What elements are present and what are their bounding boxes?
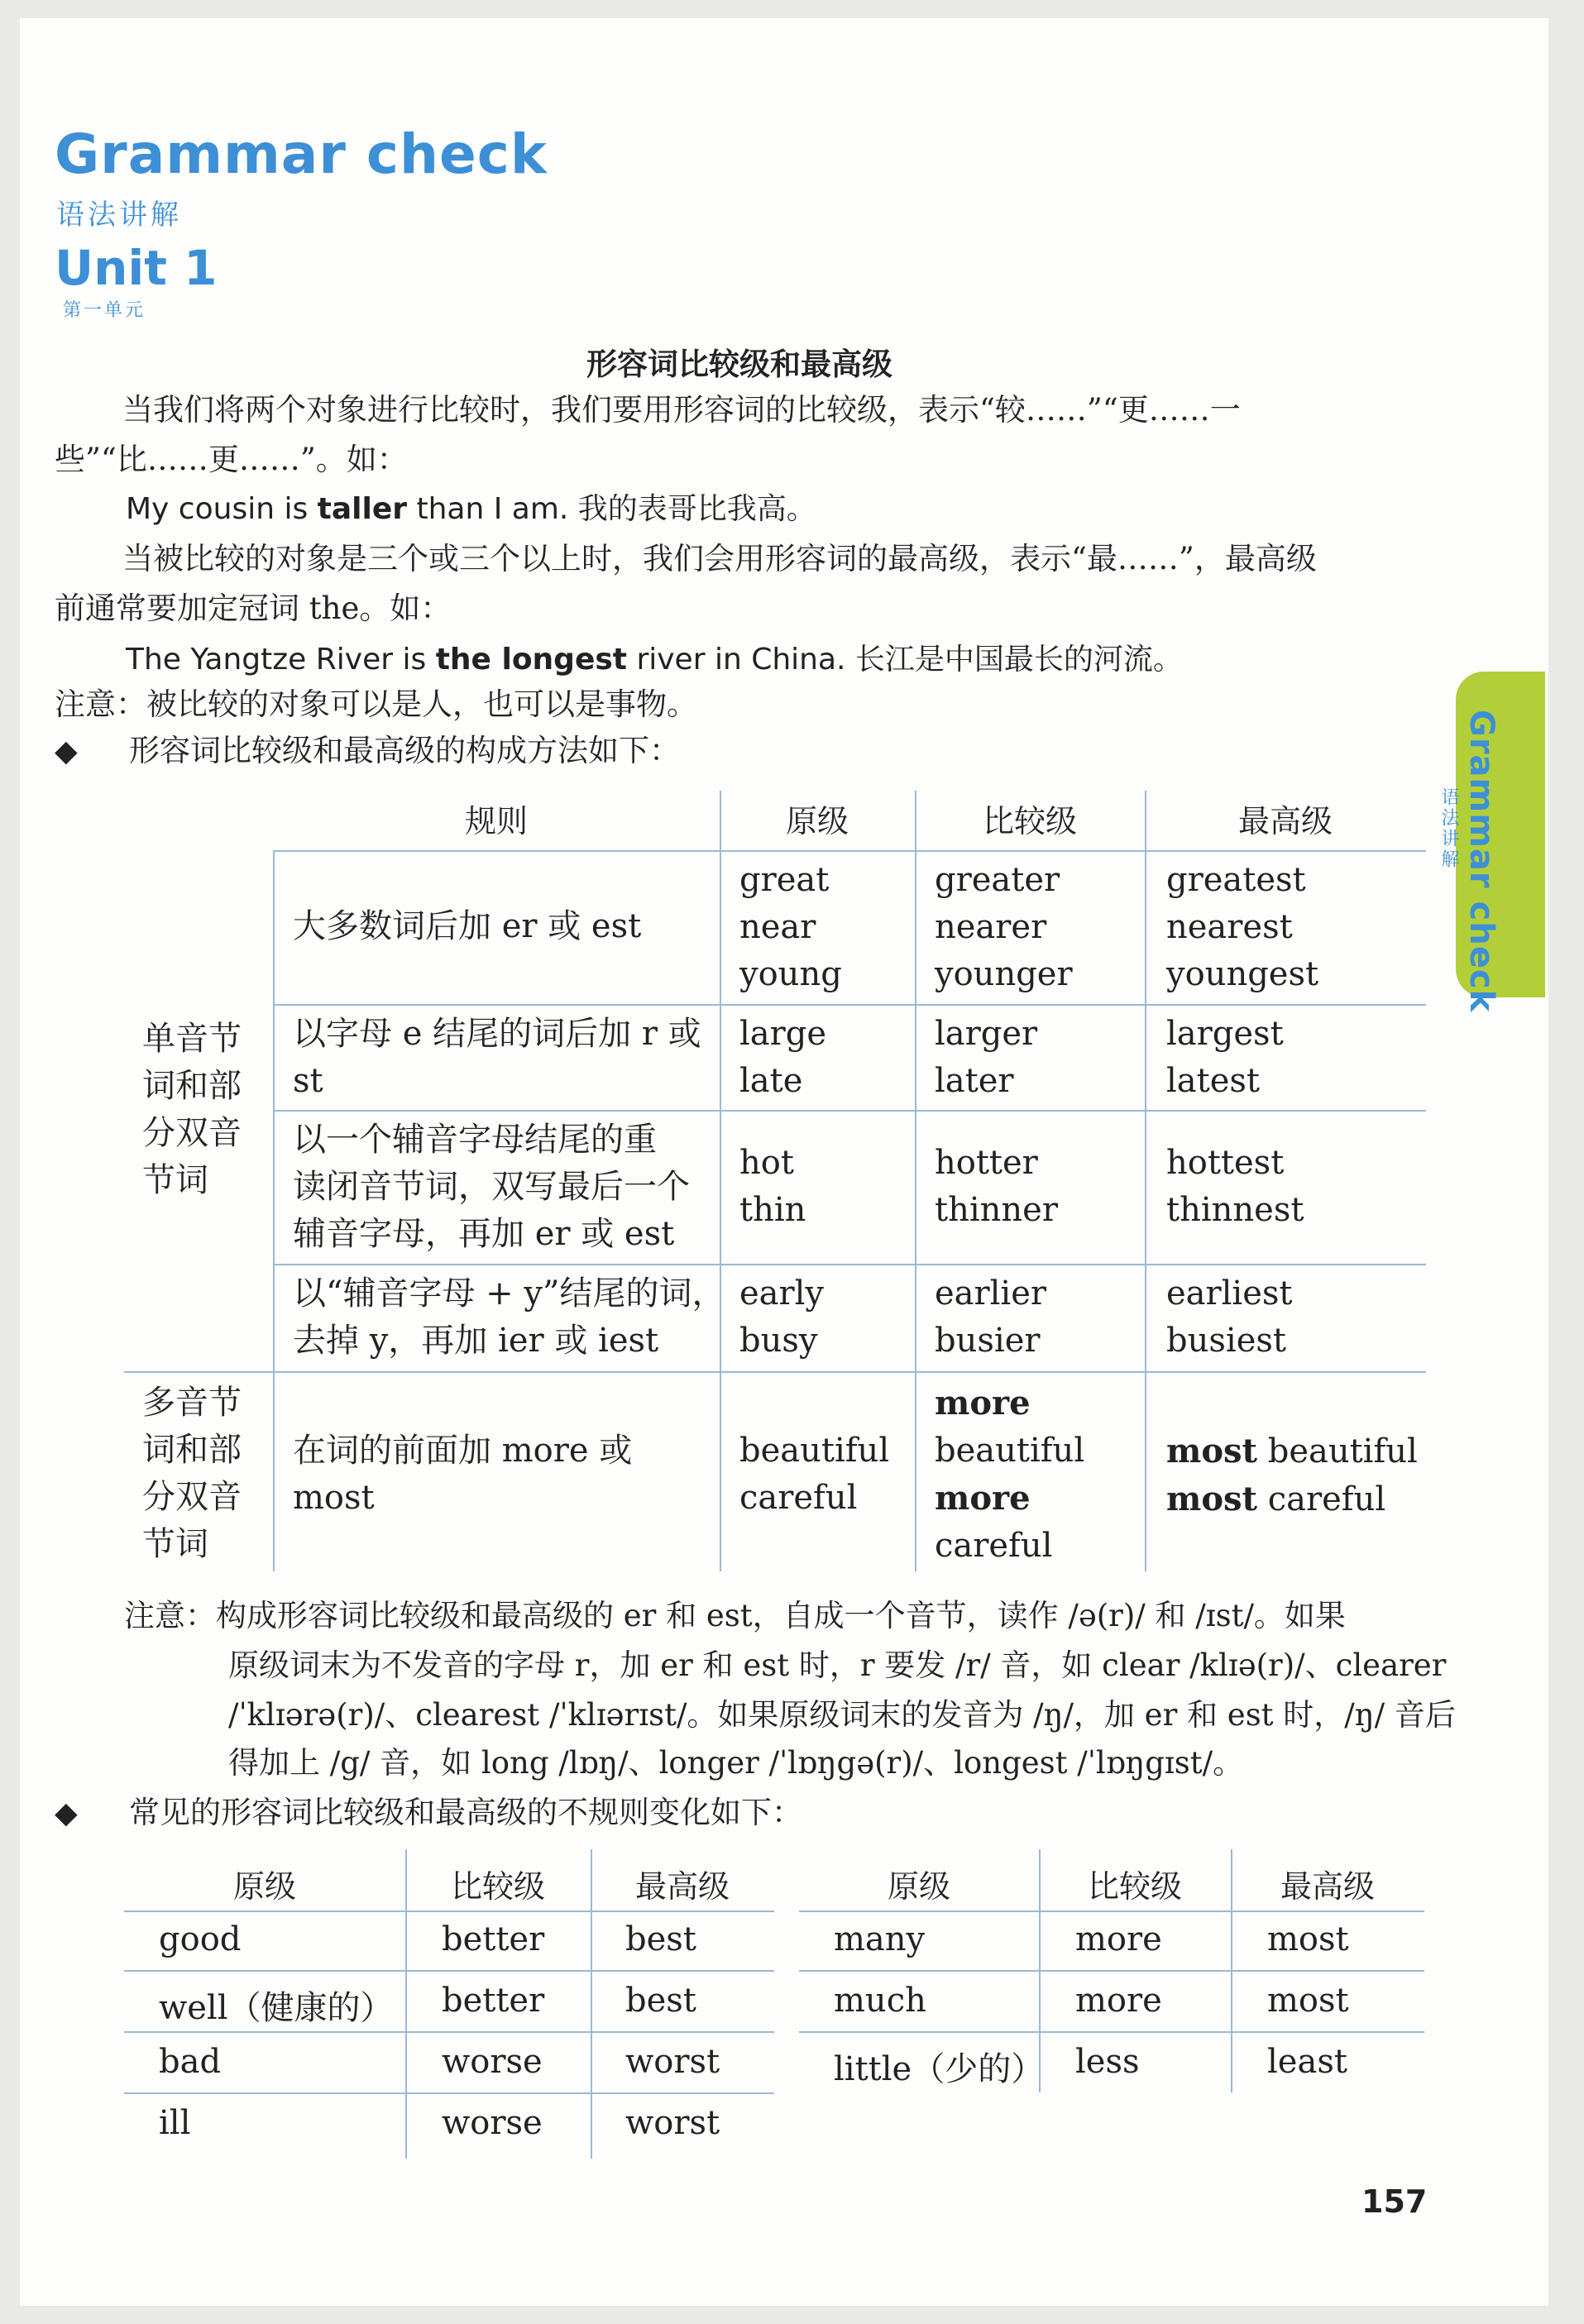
irr-left-row-2-sup: best — [625, 1982, 696, 2020]
group-label-line: 节词 — [142, 1525, 208, 1563]
row-4-comparative — [935, 1270, 1046, 1365]
group-label-line: 节词 — [142, 1161, 208, 1199]
example-2-bold: the longest — [435, 643, 627, 677]
rule-line: 去掉 y，再加 ier 或 iest — [293, 1322, 659, 1360]
table-line — [273, 1264, 1426, 1265]
irr-header-comparative: 比较级 — [1087, 1868, 1182, 1905]
rule-line: 以一个辅音字母结尾的重 — [293, 1121, 657, 1159]
irr-left-row-2-base: well（健康的） — [159, 1989, 394, 2027]
irr-right-row-1-base: many — [834, 1920, 926, 1958]
irr-header-superlative: 最高级 — [1280, 1868, 1375, 1905]
example-2-pre: The Yangtze River is — [126, 643, 436, 677]
row-1-rule: 大多数词后加 er 或 est — [293, 907, 642, 945]
irr-left-row-4-base: ill — [159, 2104, 191, 2142]
word: earliest — [1166, 1274, 1293, 1313]
header-base: 原级 — [785, 803, 849, 839]
word: beautiful — [1257, 1432, 1418, 1470]
irr-right-row-3-comp: less — [1075, 2043, 1140, 2081]
group-2-label — [142, 1380, 242, 1568]
paragraph-2-line-2: 前通常要加定冠词 the。如： — [55, 591, 452, 626]
bullet-diamond-icon: ◆ — [55, 1796, 78, 1830]
word-bold: more — [935, 1479, 1031, 1518]
irr-right-row-2-sup: most — [1267, 1982, 1349, 2020]
table-line — [124, 2092, 774, 2094]
grammar-check-title: Grammar check — [55, 122, 548, 186]
row-4-rule — [293, 1270, 725, 1365]
bullet-2 — [55, 1788, 802, 1839]
word: largest — [1166, 1015, 1284, 1053]
word-line — [935, 1475, 1084, 1523]
group-label-line: 词和部 — [142, 1431, 242, 1469]
group-label-line: 单音节 — [142, 1020, 242, 1058]
irr-left-row-1-comp: better — [442, 1920, 545, 1958]
row-1-superlative — [1166, 857, 1318, 998]
rule-line: st — [293, 1062, 323, 1100]
table-line — [273, 850, 275, 1571]
row-2-rule — [293, 1011, 701, 1105]
note-2-line-2: 原级词末为不发音的字母 r，加 er 和 est 时，r 要发 /r/ 音，如 clear /klɪə(r)/、clearer — [228, 1647, 1447, 1683]
unit-title: Unit 1 — [55, 240, 218, 296]
table-line — [1145, 791, 1146, 1571]
irr-header-comparative: 比较级 — [450, 1868, 545, 1905]
side-tab-label: Grammar check — [1462, 710, 1500, 1013]
row-5-superlative — [1166, 1427, 1418, 1523]
irr-left-row-4-comp: worse — [442, 2104, 543, 2142]
word: younger — [935, 955, 1073, 993]
rule-line: 读闭音节词，双写最后一个 — [293, 1168, 690, 1206]
word: youngest — [1166, 955, 1319, 993]
irr-left-row-3-sup: worst — [625, 2043, 720, 2081]
row-5-base — [739, 1427, 889, 1522]
table-line — [799, 1970, 1424, 1972]
word-line — [1166, 1475, 1418, 1523]
word: careful — [935, 1527, 1053, 1565]
example-1-pre: My cousin is — [126, 492, 318, 526]
word: thinnest — [1166, 1191, 1304, 1229]
row-3-rule — [293, 1117, 690, 1258]
irr-right-row-1-comp: more — [1075, 1920, 1162, 1958]
example-1-bold: taller — [317, 492, 408, 526]
header-rule: 规则 — [464, 803, 528, 839]
irr-header-superlative: 最高级 — [634, 1868, 730, 1905]
word: greatest — [1166, 861, 1306, 899]
word: near — [739, 908, 816, 946]
word-line — [935, 1380, 1084, 1427]
word: hot — [739, 1144, 794, 1182]
header-comparative: 比较级 — [982, 803, 1077, 839]
rule-line: 以“辅音字母 + y”结尾的词， — [293, 1274, 725, 1313]
rule-line: 辅音字母，再加 er 或 est — [293, 1215, 675, 1253]
word: busy — [739, 1322, 818, 1360]
word: greater — [935, 861, 1060, 899]
irr-right-row-2-base: much — [834, 1982, 926, 2020]
irr-header-base: 原级 — [887, 1868, 950, 1905]
example-1 — [126, 485, 816, 534]
table-line — [915, 791, 916, 1571]
word: busier — [935, 1322, 1041, 1360]
row-3-comparative — [935, 1140, 1058, 1234]
table-line — [273, 850, 1426, 852]
bullet-1-text: 形容词比较级和最高级的构成方法如下： — [129, 733, 680, 768]
row-4-superlative — [1166, 1270, 1293, 1365]
word-line — [935, 1523, 1084, 1570]
word-bold: more — [935, 1384, 1031, 1423]
row-3-base — [739, 1140, 806, 1234]
irr-left-row-1-base: good — [159, 1920, 242, 1958]
paragraph-1-line-1: 当我们将两个对象进行比较时，我们要用形容词的比较级，表示“较……”“更……一 — [122, 392, 1241, 428]
rule-line: 以字母 e 结尾的词后加 r 或 — [293, 1015, 701, 1053]
word: beautiful — [935, 1432, 1085, 1470]
word: late — [739, 1062, 803, 1100]
word: early — [739, 1274, 825, 1313]
side-tab-label-cn: 语法讲解 — [1438, 787, 1459, 870]
table-line — [124, 1910, 774, 1912]
word: later — [935, 1062, 1014, 1100]
section-heading: 形容词比较级和最高级 — [586, 347, 892, 382]
header-superlative: 最高级 — [1237, 803, 1333, 839]
table-line — [799, 1910, 1424, 1912]
bullet-diamond-icon: ◆ — [55, 734, 78, 768]
group-label-line: 分双音 — [142, 1114, 242, 1152]
example-2-post: river in China. 长江是中国最长的河流。 — [627, 643, 1183, 677]
word: beautiful — [739, 1432, 890, 1470]
word: hotter — [935, 1144, 1038, 1182]
word: careful — [1257, 1480, 1386, 1518]
table-line — [124, 1970, 774, 1972]
table-line — [124, 2031, 774, 2033]
row-1-comparative — [935, 857, 1073, 998]
note-2-line-4: 得加上 /g/ 音，如 long /lɒŋ/、longer /ˈlɒŋgə(r)/、longest /ˈlɒŋgɪst/。 — [228, 1745, 1244, 1781]
unit-title-cn: 第一单元 — [63, 300, 146, 321]
irr-left-row-4-sup: worst — [625, 2104, 720, 2142]
row-2-superlative — [1166, 1011, 1284, 1105]
word-bold: most — [1166, 1480, 1257, 1518]
word: young — [739, 955, 842, 993]
page-number: 157 — [1361, 2183, 1428, 2220]
word: earlier — [935, 1274, 1047, 1313]
group-label-line: 分双音 — [142, 1478, 242, 1516]
word-line — [935, 1427, 1084, 1475]
bullet-1 — [55, 726, 680, 777]
word-line — [1166, 1427, 1418, 1475]
rule-line: 在词的前面加 more 或 — [293, 1432, 633, 1470]
irr-left-row-1-sup: best — [625, 1920, 696, 1958]
table-line — [273, 1110, 1426, 1112]
irr-left-row-3-comp: worse — [442, 2043, 543, 2081]
irr-right-row-1-sup: most — [1267, 1920, 1349, 1958]
irr-left-row-2-comp: better — [442, 1982, 545, 2020]
rule-line: most — [293, 1479, 375, 1517]
word: busiest — [1166, 1322, 1286, 1360]
word: careful — [739, 1479, 858, 1517]
word: nearer — [935, 908, 1047, 946]
row-2-base — [739, 1011, 826, 1105]
word: larger — [935, 1015, 1038, 1053]
note-1: 注意：被比较的对象可以是人，也可以是事物。 — [55, 686, 697, 722]
paragraph-1-line-2: 些”“比……更……”。如： — [55, 442, 408, 477]
example-2 — [126, 635, 1183, 685]
grammar-check-title-cn: 语法讲解 — [56, 198, 182, 232]
table-line — [124, 1371, 1426, 1373]
irr-right-row-3-base: little（少的） — [834, 2050, 1045, 2088]
irr-header-base: 原级 — [232, 1868, 296, 1905]
row-2-comparative — [935, 1011, 1037, 1105]
word: thinner — [935, 1191, 1058, 1229]
group-label-line: 词和部 — [142, 1067, 242, 1105]
example-1-post: than I am. 我的表哥比我高。 — [407, 492, 816, 526]
paragraph-2-line-1: 当被比较的对象是三个或三个以上时，我们会用形容词的最高级，表示“最……”，最高级 — [122, 541, 1317, 576]
word: great — [739, 861, 830, 899]
word: thin — [739, 1191, 806, 1229]
table-line — [720, 791, 721, 1571]
row-5-rule — [293, 1427, 632, 1522]
table-line — [799, 2031, 1424, 2033]
irr-left-row-3-base: bad — [159, 2043, 222, 2081]
word: hottest — [1166, 1144, 1285, 1182]
word: nearest — [1166, 908, 1293, 946]
group-1-label — [142, 1016, 242, 1204]
row-1-base — [739, 857, 842, 998]
note-2-line-1: 注意：构成形容词比较级和最高级的 er 和 est，自成一个音节，读作 /ə(r)/ 和 /ɪst/。如果 — [124, 1598, 1346, 1633]
bullet-2-text: 常见的形容词比较级和最高级的不规则变化如下： — [129, 1795, 802, 1830]
table-line — [273, 1004, 1426, 1006]
word-bold: most — [1166, 1432, 1257, 1470]
word: large — [739, 1015, 827, 1053]
row-3-superlative — [1166, 1140, 1304, 1234]
word: latest — [1166, 1062, 1260, 1100]
group-label-line: 多音节 — [142, 1384, 242, 1422]
note-2-line-3: /ˈklɪərə(r)/、clearest /ˈklɪərɪst/。如果原级词末的发音为 /ŋ/，加 er 和 est 时，/ŋ/ 音后 — [228, 1697, 1456, 1733]
irr-right-row-3-sup: least — [1267, 2043, 1347, 2081]
row-5-comparative — [935, 1380, 1084, 1570]
row-4-base — [739, 1270, 824, 1365]
irr-right-row-2-comp: more — [1075, 1982, 1162, 2020]
